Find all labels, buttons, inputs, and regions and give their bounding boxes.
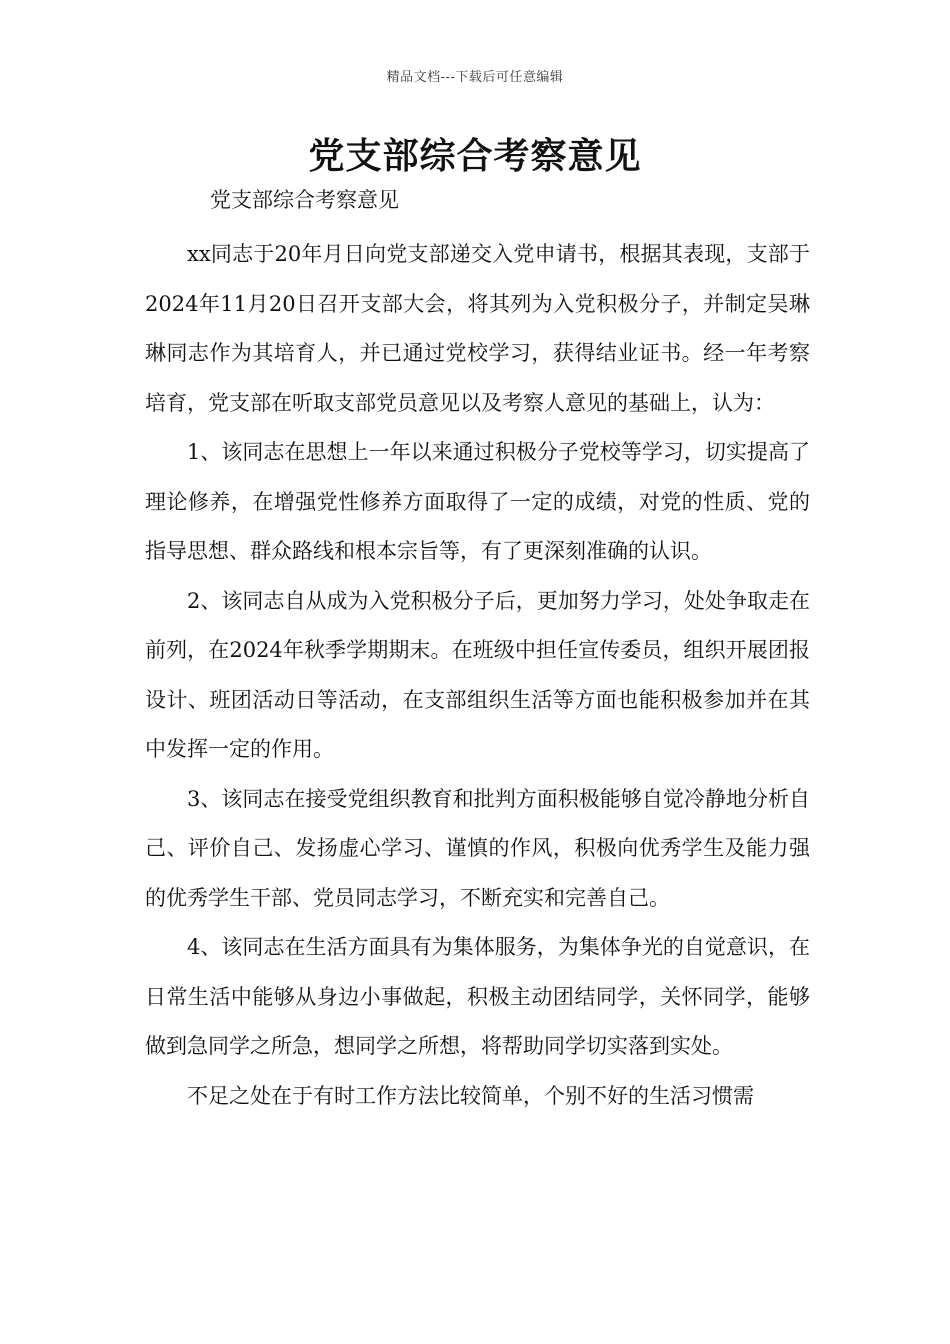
paragraph-shortcomings: 不足之处在于有时工作方法比较简单，个别不好的生活习惯需 [187,1083,754,1108]
paragraph-point-1: 1、该同志在思想上一年以来通过积极分子党校等学习，切实提高了理论修养，在增强党性修养方面取得了一定的成绩，对党的性质、党的指导思想、群众路线和根本宗旨等，有了更深刻准确的认识。 [145,440,810,563]
document-body [145,230,810,1121]
paragraph-point-2: 2、该同志自从成为入党积极分子后，更加努力学习，处处争取走在前列，在2024年秋季学期期末。在班级中担任宣传委员，组织开展团报设计、班团活动日等活动，在支部组织生活等方面也能积极参加并在其中发挥一定的作用。 [145,588,810,761]
paragraph-intro: xx同志于20年月日向党支部递交入党申请书，根据其表现，支部于2024年11月20日召开支部大会，将其列为入党积极分子，并制定吴琳琳同志作为其培育人，并已通过党校学习，获得结业证书。经一年考察培育，党支部在听取支部党员意见以及考察人意见的基础上，认为： [145,242,810,415]
document-title: 党支部综合考察意见 [308,135,642,177]
document-subtitle: 党支部综合考察意见 [210,188,399,212]
paragraph-point-3: 3、该同志在接受党组织教育和批判方面积极能够自觉冷静地分析自己、评价自己、发扬虚心学习、谨慎的作风，积极向优秀学生及能力强的优秀学生干部、党员同志学习，不断充实和完善自己。 [145,786,810,910]
paragraph-point-4: 4、该同志在生活方面具有为集体服务，为集体争光的自觉意识，在日常生活中能够从身边小事做起，积极主动团结同学，关怀同学，能够做到急同学之所急，想同学之所想，将帮助同学切实落到实处。 [145,935,810,1058]
header-note: 精品文档---下载后可任意编辑 [386,70,564,85]
